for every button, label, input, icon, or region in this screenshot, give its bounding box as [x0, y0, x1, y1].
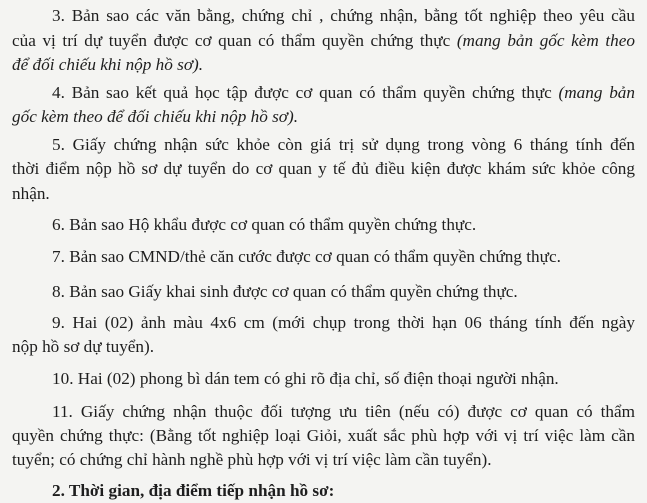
item-5-line-3: nhận. — [12, 184, 50, 203]
item-4-text: 4. Bản sao kết quả học tập được cơ quan có thẩm quyền chứng thực — [52, 83, 559, 102]
item-5-line-2: thời điểm nộp hồ sơ dự tuyển do cơ quan y tế đủ điều kiện được khám sức khỏe công — [12, 159, 635, 178]
section-heading: 2. Thời gian, địa điểm tiếp nhận hồ sơ: — [52, 481, 335, 500]
item-4-line-1 — [12, 83, 635, 103]
item-7: 7. Bản sao CMND/thẻ căn cước được cơ quan có thẩm quyền chứng thực. — [52, 247, 561, 266]
item-4-note: (mang bản — [558, 83, 635, 102]
item-3-line-1: 3. Bản sao các văn bằng, chứng chỉ , chứng nhận, bằng tốt nghiệp theo yêu cầu — [52, 6, 635, 25]
item-3-note: (mang bản gốc kèm theo — [456, 31, 635, 50]
item-3-line-3: để đối chiếu khi nộp hồ sơ). — [12, 55, 204, 74]
item-9-line-2: nộp hồ sơ dự tuyển). — [12, 337, 155, 356]
item-11-line-1: 11. Giấy chứng nhận thuộc đối tượng ưu tiên (nếu có) được cơ quan có thẩm — [52, 402, 635, 421]
item-6: 6. Bản sao Hộ khẩu được cơ quan có thẩm quyền chứng thực. — [52, 215, 477, 234]
item-11-line-2: quyền chứng thực: (Bằng tốt nghiệp loại Giỏi, xuất sắc phù hợp với vị trí việc làm cần — [12, 426, 635, 445]
item-3-line-2 — [12, 31, 635, 51]
item-5-line-1: 5. Giấy chứng nhận sức khỏe còn giá trị sử dụng trong vòng 6 tháng tính đến — [52, 135, 635, 154]
item-11-line-3: tuyển; có chứng chỉ hành nghề phù hợp với vị trí việc làm cần tuyển). — [12, 450, 492, 469]
item-8: 8. Bản sao Giấy khai sinh được cơ quan có thẩm quyền chứng thực. — [52, 282, 518, 301]
item-3-text: của vị trí dự tuyển được cơ quan có thẩm quyền chứng thực — [12, 31, 457, 50]
item-4-line-2: gốc kèm theo để đối chiếu khi nộp hồ sơ). — [12, 107, 299, 126]
item-9-line-1: 9. Hai (02) ảnh màu 4x6 cm (mới chụp trong thời hạn 06 tháng tính đến ngày — [52, 313, 635, 332]
item-10: 10. Hai (02) phong bì dán tem có ghi rõ địa chỉ, số điện thoại người nhận. — [52, 369, 559, 388]
